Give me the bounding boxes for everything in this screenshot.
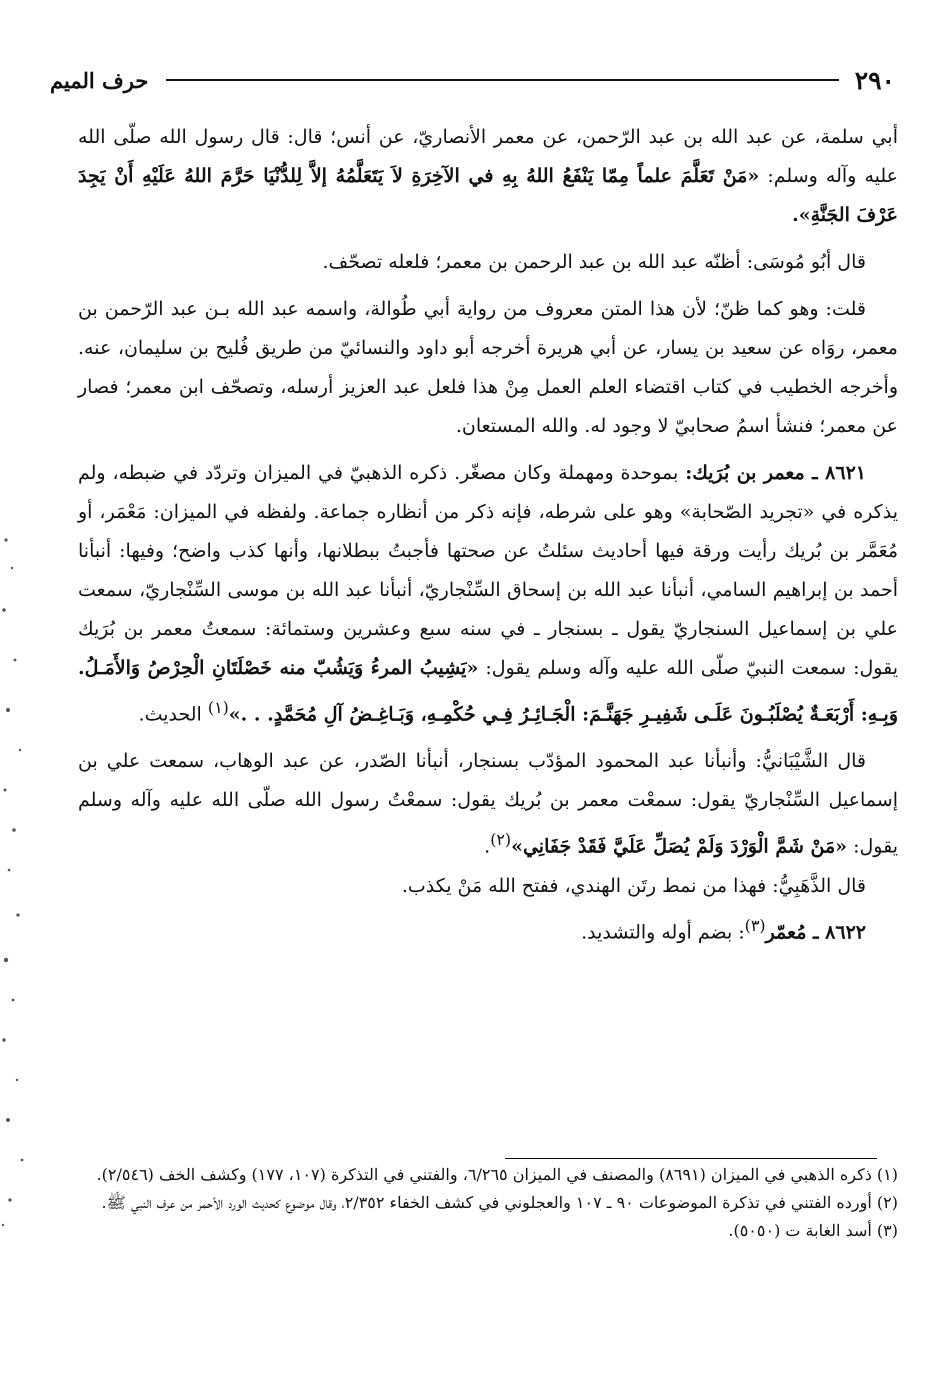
paragraph-6: قال الذَّهَبِيُّ: فهذا من نمط رتَن الهندي، ففتح الله مَنْ يكذب.	[401, 874, 866, 897]
paragraph-5-text: قال الشَّيْبَانيُّ: وأنبأنا عبد المحمود المؤدّب بسنجار، أنبأنا الصّدر، عن عبد الوهاب، سمعت علي بن إسماعيل السِّنْجاريّ يقول: سمعْت معمر بن بُريك يقول: سمعْتُ رسول الله صلّى الله عليه وآله وسلم يقول:	[78, 750, 898, 858]
paragraph-5-tail: .	[484, 835, 491, 858]
main-text	[78, 118, 898, 952]
hadith-quote-2: «يَشِيبُ المرءُ وَيَشُبّ منه خَصْلَتَانِ الْحِرْصُ وَالأَمَـلُ. وَبِـهِ: أَرْبَعَـةٌ يُصْلَبُـونَ عَلَـى شَفِيـرِ جَهَنَّـمَ: الْجَـائِـرُ فِـي حُكْمِـهِ، وَبَـاغِـضُ آلِ مُحَمَّدٍ. . .»	[78, 657, 898, 726]
entry-8621	[78, 454, 898, 734]
footnote-3: (٣) أسد الغابة ت (٥٠٥٠).	[728, 1221, 898, 1240]
footnotes	[78, 1162, 898, 1246]
page-header	[50, 60, 895, 100]
entry-8621-heading: ٨٦٢١ ـ معمر بن بُرَيك:	[685, 462, 866, 484]
entry-8622-text: : بضم أوله والتشديد.	[581, 920, 745, 943]
entry-8621-tail: الحديث.	[138, 703, 208, 726]
footnote-separator	[505, 1158, 877, 1159]
footnote-ref-2[interactable]: (٢)	[490, 830, 512, 850]
scan-edge-noise	[0, 520, 34, 1240]
footnote-2: (٢) أورده الفتني في تذكرة الموضوعات ٩٠ ـ ١٠٧ والعجلوني في كشف الخفاء ٢/٣٥٢، وقال موضوع كحديث الورد الأحمر من عرف النبي ﷺ.	[101, 1193, 898, 1212]
paragraph-5	[78, 742, 898, 866]
header-rule	[166, 79, 838, 81]
entry-8621-text: بموحدة ومهملة وكان مصغّر. ذكره الذهبيّ في الميزان وتردّد في ضبطه، ولم يذكره في «تجريد الصّحابة» وهو على شرطه، فإنه ذكر من أنظاره جماعة. ولفظه في الميزان: مَعْمَر، أو مُعَمَّر بن بُريك رأيت ورقة فيها أحاديث سئلتُ عن صحتها فأجبتُ ببطلانها، وأنها كذب واضح؛ وفيها: أنبأنا أحمد بن إبراهيم السامي، أنبأنا عبد الله بن إسحاق السِّنْجاريّ، أنبأنا عبد الله بن موسى السِّنْجاريّ، سمعت علي بن إسماعيل السنجاريّ يقول ـ بسنجار ـ في سنه سبع وعشرين وستمائة: سمعتُ معمر بن بُرَيك يقول: سمعت النبيّ صلّى الله عليه وآله وسلم يقول:	[78, 462, 899, 679]
footnote-ref-3[interactable]: (٣)	[744, 915, 766, 935]
footnote-1: (١) ذكره الذهبي في الميزان (٨٦٩١) والمصنف في الميزان ٦/٢٦٥، والفتني في التذكرة (١٠٧، ١٧٧) وكشف الخف (٢/٥٤٦).	[96, 1165, 898, 1184]
entry-8622-heading: ٨٦٢٢ ـ مُعمّر	[765, 920, 866, 943]
paragraph-1	[78, 118, 898, 235]
paragraph-3: قلت: وهو كما ظنّ؛ لأن هذا المتن معروف من رواية أبي طُوالة، واسمه عبد الله بـن عبد الرّحمن بن معمر، روَاه عن سعيد بن يسار، عن أبي هريرة أخرجه أبو داود والنسائيّ من طريق فُليح بن سليمان، عنه. وأخرجه الخطيب في كتاب اقتضاء العلم العمل مِنْ هذا فلعل عبد العزيز أرسله، وتصحّف ابن معمر؛ فصار عن معمر؛ فنشأ اسمُ صحابيّ لا وجود له. والله المستعان.	[78, 298, 898, 437]
page-number: ٢٩٠	[854, 65, 895, 95]
hadith-quote-1: «مَنْ تَعَلَّمَ علماً مِمّا يَنْفَعُ اللهُ بِهِ في الآخِرَةِ لاَ يَتَعَلَّمُهُ إلاَّ لِلدُّنْيَا حَرَّمَ اللهُ عَلَيْهِ أَنْ يَجِدَ عَرْفَ الجَنَّةِ».	[78, 165, 898, 226]
running-title: حرف الميم	[50, 67, 149, 93]
paragraph-1-text: أبي سلمة، عن عبد الله بن عبد الرّحمن، عن معمر الأنصاريّ، عن أنس؛ قال: قال رسول الله صلّى الله عليه وآله وسلم:	[78, 126, 898, 187]
entry-8622	[78, 906, 898, 952]
footnote-ref-1[interactable]: (١)	[207, 698, 229, 717]
paragraph-2: قال أبُو مُوسَى: أظنّه عبد الله بن عبد الرحمن بن معمر؛ فلعله تصحّف.	[322, 251, 866, 273]
hadith-quote-3: «مَنْ شَمَّ الْوَرْدَ وَلَمْ يُصَلِّ عَلَيَّ فَقَدْ جَفَانِي»	[511, 835, 848, 858]
